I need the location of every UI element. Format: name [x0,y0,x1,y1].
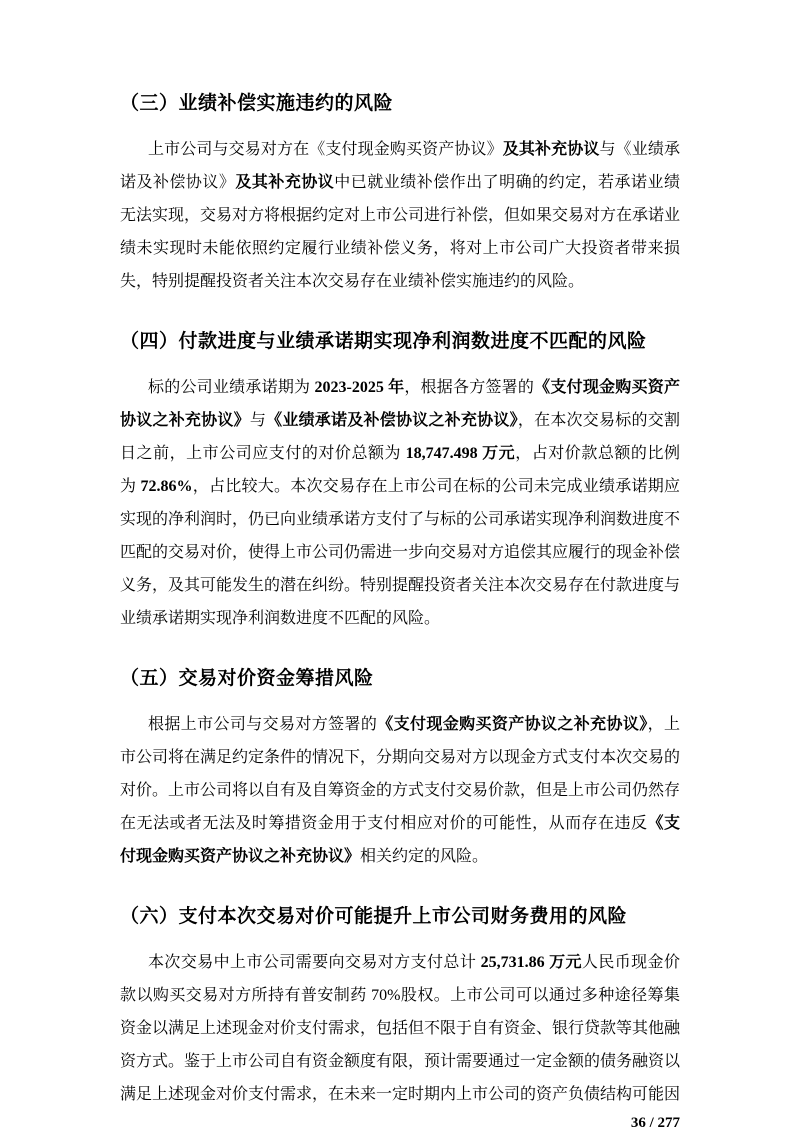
body-text: ，上市公司将在满足约定条件的情况下，分期向交易对方以现金方式支付本次交易的对价。上市公司将以自有及自筹资金的方式支付交易价款，但是上市公司仍然存在无法或者无法及时筹措资金用于支付相应对价的可能性，从而存在违反 [120,716,681,832]
body-text: 标的公司业绩承诺期为 [148,379,315,396]
emphasis-text: 《支付现金购买资产协议之补充协议》 [120,815,680,865]
paragraph [120,371,680,635]
page-number: 36 / 277 [630,1115,680,1131]
emphasis-text: 《支付现金购买资产协议之补充协议》 [120,379,680,429]
body-text: ，占比较大。本次交易存在上市公司在标的公司未完成业绩承诺期应实现的净利润时，仍已向业绩承诺方支付了与标的公司承诺实现净利润数进度不匹配的交易对价，使得上市公司仍需进一步向交易对方追偿其应履行的现金补偿义务，及其可能发生的潜在纠纷。特别提醒投资者关注本次交易存在付款进度与业绩承诺期实现净利润数进度不匹配的风险。 [120,478,681,627]
emphasis-text: 及其补充协议 [235,174,335,191]
body-text: 人民币现金价款以购买交易对方所持有普安制药 70%股权。上市公司可以通过多种途径筹集资金以满足上述现金对价支付需求，包括但不限于自有资金、银行贷款等其他融资方式。鉴于上市公司自有资金额度有限，预计需要通过一定金额的债务融资以满足上述现金对价支付需求，在未来一定时期内上市公司的资产负债结构可能因 [120,954,681,1103]
emphasis-text: 72.86% [140,478,193,495]
body-text: ，在本次交易标的交割日之前，上市公司应支付的对价总额为 [120,412,680,462]
paragraph [120,133,680,298]
document-body [120,90,680,1111]
body-text: ，根据各方签署的 [404,379,535,396]
paragraph [120,946,680,1111]
body-text: 上市公司与交易对方在《支付现金购买资产协议》 [148,141,503,158]
emphasis-text: 18,747.498 万元 [405,445,516,462]
body-text: 中已就业绩补偿作出了明确的约定，若承诺业绩无法实现，交易对方将根据约定对上市公司进行补偿，但如果交易对方在承诺业绩未实现时未能依照约定履行业绩补偿义务，将对上市公司广大投资者带来损失，特别提醒投资者关注本次交易存在业绩补偿实施违约的风险。 [120,174,681,290]
body-text: ，占对价款总额的比例为 [120,445,680,495]
emphasis-text: 《业绩承诺及补偿协议之补充协议》 [266,412,518,429]
body-text: 根据上市公司与交易对方签署的 [148,716,378,733]
section-heading: （六）支付本次交易对价可能提升上市公司财务费用的风险 [120,906,628,927]
emphasis-text: 《支付现金购买资产协议之补充协议》 [377,716,648,733]
section-heading: （三）业绩补偿实施违约的风险 [120,93,394,114]
emphasis-text: 及其补充协议 [502,141,600,158]
emphasis-text: 25,731.86 万元 [480,954,582,971]
paragraph [120,708,680,873]
body-text: 本次交易中上市公司需要向交易对方支付总计 [148,954,481,971]
body-text: 与 [249,412,267,429]
body-text: 与《业绩承诺及补偿协议》 [120,141,680,191]
section-heading: （四）付款进度与业绩承诺期实现净利润数进度不匹配的风险 [120,331,647,352]
body-text: 相关约定的风险。 [360,848,489,865]
emphasis-text: 2023-2025 年 [314,379,405,396]
section-heading: （五）交易对价资金筹措风险 [120,668,374,689]
